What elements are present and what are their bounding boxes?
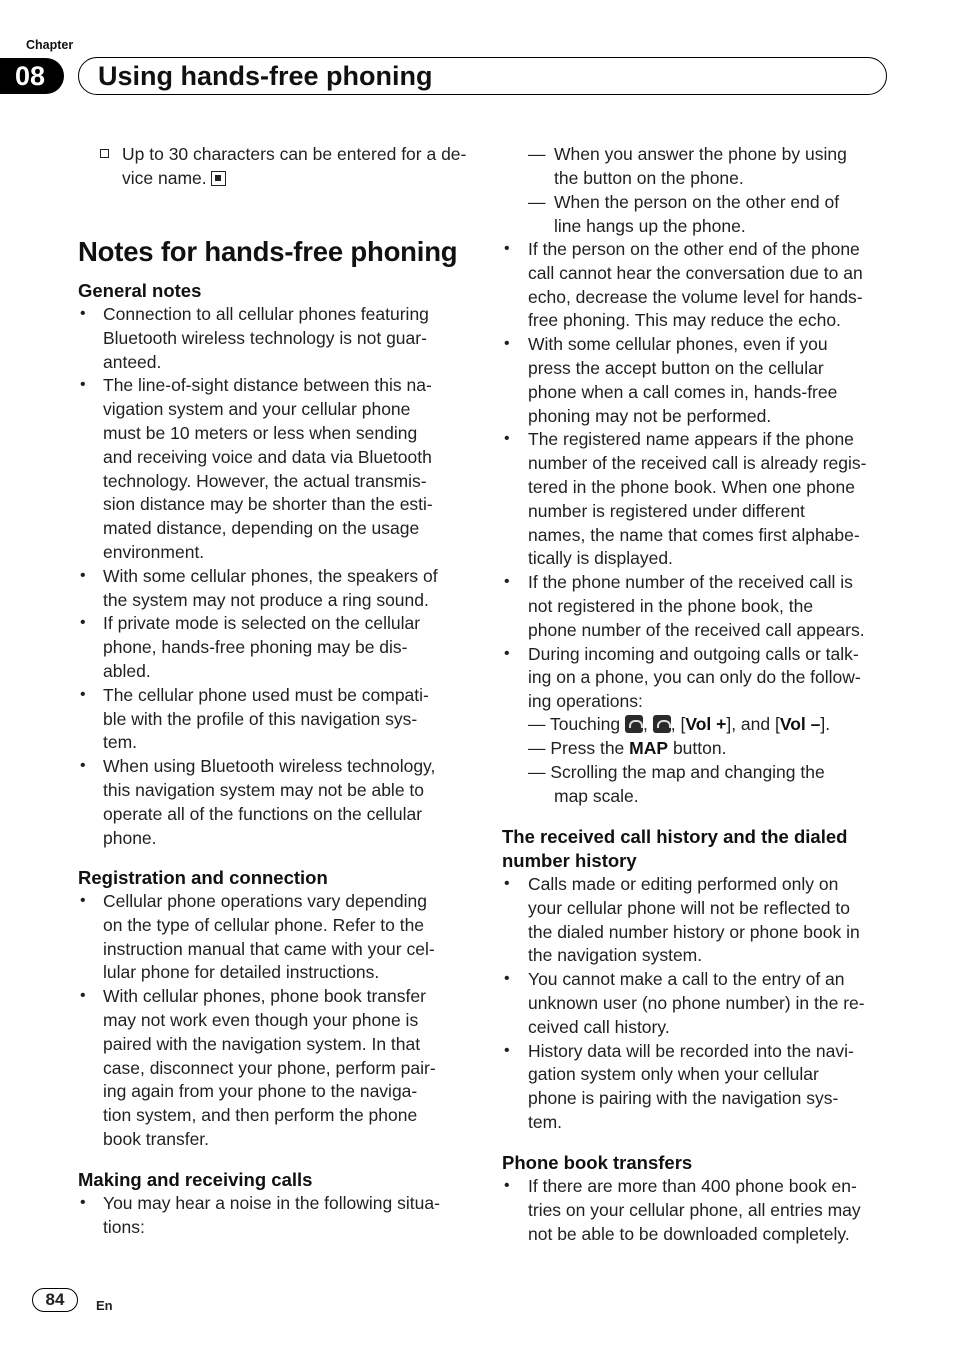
list-item-line: phoning may not be performed.: [528, 405, 772, 426]
bullet-icon: •: [504, 970, 510, 988]
list-item-line: phone is pairing with the navigation sys-: [528, 1088, 839, 1109]
list-item-line: not be able to be downloaded completely.: [528, 1223, 850, 1244]
list-item-line: your cellular phone will not be reflected to: [528, 897, 850, 918]
list-item-line: may not work even though your phone is: [103, 1010, 419, 1030]
list-item-line: sion distance may be shorter than the esti-: [103, 494, 433, 515]
operation-line-scroll: map scale.: [554, 786, 639, 806]
subheading-general-notes: General notes: [78, 280, 202, 301]
list-item-line: on the type of cellular phone. Refer to the: [103, 914, 425, 935]
note-box-icon: [100, 149, 109, 158]
list-item-line: not registered in the phone book, the: [528, 596, 814, 616]
list-item-line: phone, hands-free phoning may be dis-: [103, 637, 408, 658]
bullet-icon: •: [80, 614, 86, 632]
bullet-icon: •: [80, 892, 86, 909]
section-title: Notes for hands-free phoning: [78, 236, 458, 267]
dash-marker: —: [528, 144, 546, 164]
list-item-line: tically is displayed.: [528, 548, 673, 569]
list-item-line: the system may not produce a ring sound.: [103, 589, 429, 610]
list-item-line: tries on your cellular phone, all entries may: [528, 1199, 861, 1220]
bullet-icon: •: [80, 305, 86, 322]
list-item-line: lular phone for detailed instructions.: [103, 962, 380, 983]
list-item-line: free phoning. This may reduce the echo.: [528, 310, 841, 331]
page-number: 84: [32, 1288, 78, 1312]
subheading-call-history: number history: [502, 850, 637, 871]
bullet-icon: •: [80, 376, 86, 394]
list-item-line: echo, decrease the volume level for hands-: [528, 286, 863, 307]
list-item-line: case, disconnect your phone, perform pair-: [103, 1057, 436, 1078]
subheading-registration: Registration and connection: [78, 867, 328, 888]
bullet-icon: •: [504, 335, 510, 353]
list-item-line: paired with the navigation system. In that: [103, 1033, 421, 1054]
list-item-line: phone.: [103, 827, 157, 848]
subheading-call-history: The received call history and the dialed: [502, 826, 848, 847]
bullet-icon: •: [504, 644, 510, 662]
list-item-line: ble with the profile of this navigation sys-: [103, 708, 418, 729]
bullet-icon: •: [504, 573, 510, 591]
list-item-line: number is registered under different: [528, 500, 805, 521]
list-item-line: mated distance, depending on the usage: [103, 518, 420, 539]
list-item-line: instruction manual that came with your cel-: [103, 938, 435, 959]
list-item-line: You cannot make a call to the entry of an: [528, 969, 845, 990]
operation-line-scroll: — Scrolling the map and changing the: [528, 762, 825, 782]
list-item-line: gation system only when your cellular: [528, 1064, 819, 1085]
list-item-line: Calls made or editing performed only on: [528, 874, 839, 894]
list-item-line: operate all of the functions on the cellular: [103, 803, 423, 824]
bullet-icon: •: [504, 240, 510, 257]
list-item-line: If private mode is selected on the cellular: [103, 613, 421, 634]
list-item-line: abled.: [103, 661, 151, 681]
list-item-line: unknown user (no phone number) in the re-: [528, 993, 865, 1013]
list-item-line: this navigation system may not be able to: [103, 780, 425, 800]
subheading-calls: Making and receiving calls: [78, 1169, 313, 1190]
bullet-icon: •: [504, 1177, 510, 1194]
bullet-icon: •: [80, 987, 86, 1005]
list-item-line: anteed.: [103, 351, 162, 372]
list-item-line: Cellular phone operations vary depending: [103, 891, 427, 911]
operation-line-map: — Press the MAP button.: [528, 738, 727, 758]
bullet-icon: •: [80, 1194, 86, 1211]
list-item-line: names, the name that comes first alphabe-: [528, 524, 860, 545]
list-item-line: must be 10 meters or less when sending: [103, 423, 418, 443]
bullet-icon: •: [504, 1041, 510, 1059]
list-item-line: tions:: [103, 1216, 145, 1237]
list-item-line: call cannot hear the conversation due to an: [528, 262, 863, 283]
list-item-line: the dialed number history or phone book in: [528, 921, 860, 942]
dash-item-line: When you answer the phone by using: [554, 144, 847, 164]
phone-accept-icon: [625, 715, 643, 733]
list-item-line: Connection to all cellular phones featuring: [103, 304, 429, 324]
subheading-phonebook: Phone book transfers: [502, 1152, 693, 1173]
list-item-line: vigation system and your cellular phone: [103, 399, 411, 420]
chapter-label: Chapter: [26, 38, 74, 52]
language-code: En: [96, 1298, 113, 1313]
list-item-line: With some cellular phones, the speakers of: [103, 565, 438, 586]
list-item-line: the navigation system.: [528, 945, 703, 966]
list-item-line: technology. However, the actual transmis-: [103, 470, 427, 491]
bullet-icon: •: [80, 757, 86, 775]
list-item-line: With cellular phones, phone book transfer: [103, 986, 426, 1007]
bullet-icon: •: [504, 430, 510, 448]
list-item-line: book transfer.: [103, 1129, 210, 1149]
list-item-line: During incoming and outgoing calls or talk-: [528, 643, 859, 664]
list-item-line: ing operations:: [528, 691, 643, 712]
bullet-icon: •: [80, 685, 86, 703]
list-item-line: press the accept button on the cellular: [528, 358, 824, 378]
dash-item-line: the button on the phone.: [554, 167, 744, 188]
list-item-line: environment.: [103, 542, 205, 562]
list-item-line: The line-of-sight distance between this na-: [103, 375, 432, 396]
phone-reject-icon: [653, 715, 671, 733]
list-item-line: When using Bluetooth wireless technology,: [103, 756, 436, 777]
list-item-line: tem.: [103, 732, 138, 753]
list-item-line: ing again from your phone to the naviga-: [103, 1081, 418, 1102]
list-item-line: You may hear a noise in the following situa-: [103, 1193, 440, 1213]
end-mark-icon: [211, 171, 226, 186]
list-item-line: Bluetooth wireless technology is not guar-: [103, 327, 427, 348]
list-item-line: phone when a call comes in, hands-free: [528, 381, 838, 402]
list-item-line: If the phone number of the received call is: [528, 572, 853, 593]
list-item-line: The cellular phone used must be compati-: [103, 684, 429, 705]
list-item-line: and receiving voice and data via Bluetooth: [103, 446, 432, 467]
operation-line-touch: — Touching , , [Vol +], and [Vol –].: [528, 714, 831, 734]
bullet-icon: •: [504, 875, 510, 892]
bullet-icon: •: [80, 566, 86, 584]
list-item-line: ceived call history.: [528, 1016, 670, 1037]
dash-item-line: line hangs up the phone.: [554, 215, 746, 236]
list-item-line: tion system, and then perform the phone: [103, 1105, 418, 1126]
list-item-line: With some cellular phones, even if you: [528, 334, 828, 355]
note-line: Up to 30 characters can be entered for a de-: [122, 144, 467, 164]
list-item-line: If there are more than 400 phone book en-: [528, 1176, 857, 1196]
list-item-line: tered in the phone book. When one phone: [528, 477, 855, 497]
list-item-line: The registered name appears if the phone: [528, 429, 854, 450]
chapter-number-tab: 08: [0, 58, 64, 94]
chapter-title: Using hands-free phoning: [98, 61, 433, 91]
dash-item-line: When the person on the other end of: [554, 192, 840, 212]
list-item-line: phone number of the received call appears.: [528, 619, 865, 640]
list-item-line: tem.: [528, 1112, 563, 1132]
note-line: vice name.: [122, 167, 226, 191]
list-item-line: ing on a phone, you can only do the follow-: [528, 667, 861, 688]
list-item-line: If the person on the other end of the phone: [528, 239, 860, 259]
list-item-line: History data will be recorded into the navi-: [528, 1040, 854, 1061]
list-item-line: number of the received call is already regis-: [528, 453, 867, 474]
dash-marker: —: [528, 192, 546, 212]
